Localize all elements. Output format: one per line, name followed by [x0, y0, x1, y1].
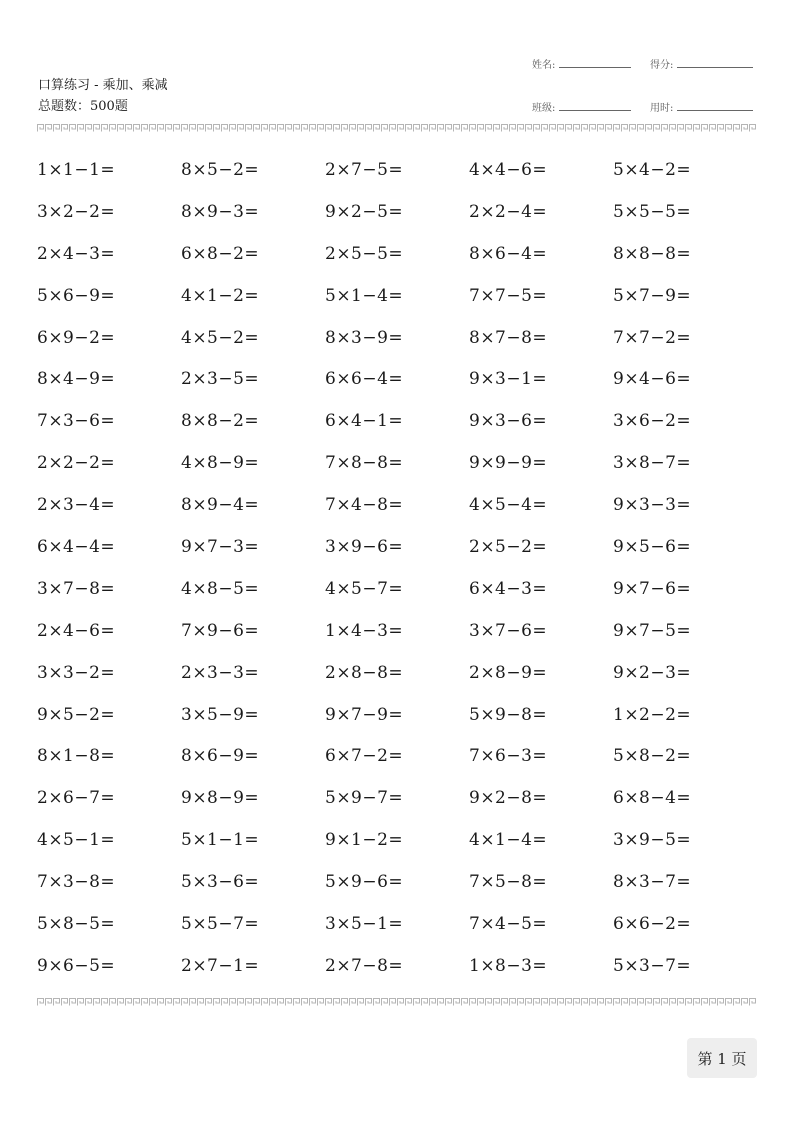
problem-row	[37, 410, 757, 452]
time-blank	[677, 109, 753, 111]
problem-item: 9×2−5=	[325, 201, 404, 222]
problem-item: 1×1−1=	[37, 160, 116, 180]
problem-item: 9×6−5=	[37, 955, 116, 976]
class-blank	[559, 109, 631, 111]
problem-item: 2×5−5=	[325, 243, 404, 264]
problem-row	[37, 871, 757, 913]
name-field[interactable]	[532, 56, 631, 71]
problem-item: 4×8−9=	[181, 453, 260, 474]
problem-item: 2×2−4=	[469, 201, 548, 222]
problem-item: 1×4−3=	[325, 620, 404, 641]
problem-row	[37, 159, 757, 201]
problem-item: 6×8−4=	[613, 788, 692, 809]
score-label: 得分:	[650, 60, 674, 71]
problem-item: 6×7−2=	[325, 746, 404, 767]
problem-item: 5×9−7=	[325, 788, 404, 809]
problem-item: 4×4−6=	[469, 160, 548, 180]
problem-row	[37, 829, 757, 871]
top-border-ornament	[37, 124, 757, 132]
problem-item: 3×8−7=	[613, 453, 692, 474]
problem-item: 5×9−6=	[325, 872, 404, 893]
problem-item: 3×7−6=	[469, 620, 548, 641]
problem-item: 8×8−8=	[613, 243, 692, 264]
problem-row	[37, 536, 757, 578]
problem-item: 6×6−4=	[325, 369, 404, 390]
problem-item: 5×4−2=	[613, 160, 692, 180]
problem-item: 2×7−8=	[325, 955, 404, 976]
page-number: 第 1 页	[687, 1038, 757, 1078]
problem-item: 3×3−2=	[37, 662, 116, 683]
problem-row	[37, 662, 757, 704]
problem-row	[37, 201, 757, 243]
time-field[interactable]	[650, 99, 753, 114]
problem-item: 4×5−4=	[469, 495, 548, 516]
problem-item: 9×7−9=	[325, 704, 404, 725]
class-label: 班级:	[532, 103, 556, 114]
problem-item: 2×4−6=	[37, 620, 116, 641]
problem-item: 3×7−8=	[37, 578, 116, 599]
problem-item: 3×5−1=	[325, 914, 404, 935]
problem-item: 1×8−3=	[469, 955, 548, 976]
problem-item: 5×6−9=	[37, 285, 116, 306]
problem-item: 8×3−7=	[613, 872, 692, 893]
problem-item: 3×9−5=	[613, 830, 692, 851]
problem-item: 7×8−8=	[325, 453, 404, 474]
problem-item: 5×1−4=	[325, 285, 404, 306]
problem-item: 9×8−9=	[181, 788, 260, 809]
problem-row	[37, 452, 757, 494]
problem-item: 5×3−7=	[613, 955, 692, 976]
name-blank	[559, 66, 631, 68]
problem-item: 2×4−3=	[37, 243, 116, 264]
problem-item: 9×2−3=	[613, 662, 692, 683]
problem-item: 7×4−8=	[325, 495, 404, 516]
problem-item: 2×3−4=	[37, 495, 116, 516]
problem-item: 9×7−5=	[613, 620, 692, 641]
problem-item: 8×7−8=	[469, 327, 548, 348]
problem-item: 5×1−1=	[181, 830, 260, 851]
problem-item: 4×5−2=	[181, 327, 260, 348]
problem-item: 9×3−3=	[613, 495, 692, 516]
problem-item: 8×6−9=	[181, 746, 260, 767]
score-field[interactable]	[650, 56, 753, 71]
problem-item: 6×4−3=	[469, 578, 548, 599]
problem-item: 2×3−5=	[181, 369, 260, 390]
problem-item: 8×1−8=	[37, 746, 116, 767]
problem-item: 9×9−9=	[469, 453, 548, 474]
problem-item: 3×6−2=	[613, 411, 692, 432]
problem-item: 6×8−2=	[181, 243, 260, 264]
problem-item: 3×9−6=	[325, 537, 404, 558]
problem-item: 2×6−7=	[37, 788, 116, 809]
problem-item: 4×5−7=	[325, 578, 404, 599]
problem-item: 8×3−9=	[325, 327, 404, 348]
problem-item: 9×7−6=	[613, 578, 692, 599]
problem-grid	[37, 159, 757, 997]
problem-row	[37, 787, 757, 829]
problem-item: 7×3−6=	[37, 411, 116, 432]
problem-item: 5×7−9=	[613, 285, 692, 306]
score-blank	[677, 66, 753, 68]
problem-item: 8×6−4=	[469, 243, 548, 264]
problem-item: 5×9−8=	[469, 704, 548, 725]
problem-item: 9×5−6=	[613, 537, 692, 558]
problem-item: 4×8−5=	[181, 578, 260, 599]
problem-item: 9×5−2=	[37, 704, 116, 725]
problem-item: 7×6−3=	[469, 746, 548, 767]
problem-row	[37, 368, 757, 410]
problem-item: 7×7−2=	[613, 327, 692, 348]
problem-row	[37, 243, 757, 285]
problem-row	[37, 913, 757, 955]
problem-item: 5×5−7=	[181, 914, 260, 935]
problem-row	[37, 285, 757, 327]
problem-item: 6×6−2=	[613, 914, 692, 935]
problem-item: 7×4−5=	[469, 914, 548, 935]
problem-item: 6×9−2=	[37, 327, 116, 348]
problem-row	[37, 327, 757, 369]
problem-item: 3×5−9=	[181, 704, 260, 725]
problem-item: 1×2−2=	[613, 704, 692, 725]
problem-item: 8×9−3=	[181, 201, 260, 222]
problem-item: 2×8−8=	[325, 662, 404, 683]
problem-item: 4×5−1=	[37, 830, 116, 851]
problem-item: 2×2−2=	[37, 453, 116, 474]
problem-item: 8×5−2=	[181, 160, 260, 180]
problem-item: 5×8−2=	[613, 746, 692, 767]
problem-item: 7×3−8=	[37, 872, 116, 893]
problem-item: 9×3−6=	[469, 411, 548, 432]
problem-item: 2×8−9=	[469, 662, 548, 683]
class-field[interactable]	[532, 99, 631, 114]
problem-row	[37, 620, 757, 662]
problem-item: 5×3−6=	[181, 872, 260, 893]
problem-item: 7×9−6=	[181, 620, 260, 641]
worksheet-title: 口算练习 - 乘加、乘减	[38, 78, 168, 93]
problem-item: 4×1−4=	[469, 830, 548, 851]
problem-item: 6×4−4=	[37, 537, 116, 558]
problem-item: 2×7−1=	[181, 955, 260, 976]
problem-row	[37, 704, 757, 746]
problem-item: 5×8−5=	[37, 914, 116, 935]
problem-item: 8×4−9=	[37, 369, 116, 390]
problem-item: 5×5−5=	[613, 201, 692, 222]
problem-item: 7×7−5=	[469, 285, 548, 306]
problem-item: 9×4−6=	[613, 369, 692, 390]
bottom-border-ornament	[37, 998, 757, 1006]
problem-item: 3×2−2=	[37, 201, 116, 222]
problem-item: 9×2−8=	[469, 788, 548, 809]
problem-row	[37, 745, 757, 787]
problem-item: 2×5−2=	[469, 537, 548, 558]
problem-item: 4×1−2=	[181, 285, 260, 306]
problem-item: 2×3−3=	[181, 662, 260, 683]
problem-row	[37, 955, 757, 997]
problem-row	[37, 578, 757, 620]
problem-item: 9×1−2=	[325, 830, 404, 851]
problem-item: 8×8−2=	[181, 411, 260, 432]
problem-item: 2×7−5=	[325, 160, 404, 180]
time-label: 用时:	[650, 103, 674, 114]
problem-row	[37, 494, 757, 536]
problem-item: 8×9−4=	[181, 495, 260, 516]
name-label: 姓名:	[532, 60, 556, 71]
problem-item: 9×3−1=	[469, 369, 548, 390]
problem-item: 9×7−3=	[181, 537, 260, 558]
total-count: 总题数：500题	[38, 99, 128, 114]
problem-item: 6×4−1=	[325, 411, 404, 432]
problem-item: 7×5−8=	[469, 872, 548, 893]
